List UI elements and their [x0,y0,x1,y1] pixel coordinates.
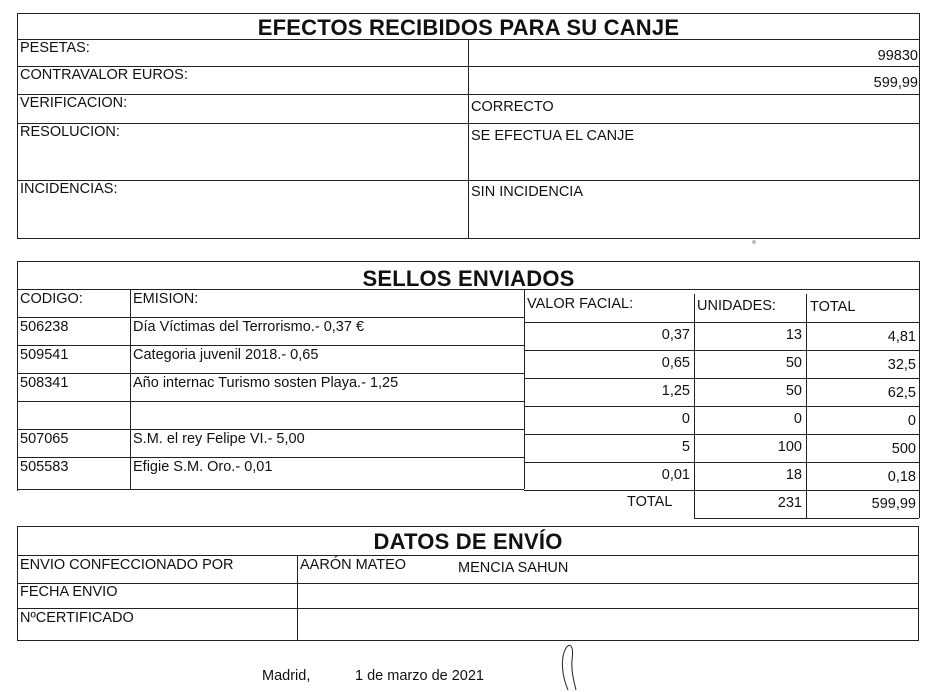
row-valor: 1,25 [661,383,690,399]
envio-frame [17,526,919,641]
confeccionado-label: ENVIO CONFECCIONADO POR [20,557,234,573]
incidencias-value: SIN INCIDENCIA [471,184,583,200]
row-total: 32,5 [887,357,916,373]
resolucion-value: SE EFECTUA EL CANJE [471,128,635,144]
row-total: 62,5 [887,385,916,401]
signature-mark [548,640,588,692]
efectos-title: EFECTOS RECIBIDOS PARA SU CANJE [257,15,680,40]
contravalor-value: 599,99 [873,75,918,91]
efectos-section [0,0,950,240]
row-emision: Efigie S.M. Oro.- 0,01 [133,459,273,475]
totals-label: TOTAL [627,494,673,510]
totals-total: 599,99 [871,496,916,512]
row-unidades: 0 [793,411,802,427]
pesetas-label: PESETAS: [20,40,90,56]
verificacion-label: VERIFICACION: [20,95,128,111]
incidencias-label: INCIDENCIAS: [20,181,118,197]
row-emision: S.M. el rey Felipe VI.- 5,00 [133,431,305,447]
footer-city: Madrid, [262,668,311,684]
header-total: TOTAL [810,299,856,315]
row-unidades: 100 [777,439,802,455]
row-emision: Año internac Turismo sosten Playa.- 1,25 [133,375,399,391]
envio-title: DATOS DE ENVÍO [373,529,563,554]
row-valor: 0,37 [661,327,690,343]
row-unidades: 50 [785,355,802,371]
fecha-envio-label: FECHA ENVIO [20,584,118,600]
header-emision: EMISION: [133,291,199,307]
row-total: 500 [891,441,916,457]
row-valor: 0 [681,411,690,427]
row-emision: Día Víctimas del Terrorismo.- 0,37 € [133,319,365,335]
row-total: 0 [907,413,916,429]
totals-unidades: 231 [777,495,802,511]
row-total: 4,81 [887,329,916,345]
row-codigo: 509541 [20,347,69,363]
row-codigo: 508341 [20,375,69,391]
header-valor: VALOR FACIAL: [527,296,634,312]
row-unidades: 50 [785,383,802,399]
row-total: 0,18 [887,469,916,485]
row-codigo: 507065 [20,431,69,447]
footer-date: 1 de marzo de 2021 [355,668,484,684]
row-emision: Categoria juvenil 2018.- 0,65 [133,347,319,363]
resolucion-label: RESOLUCION: [20,124,120,140]
verificacion-value: CORRECTO [471,99,554,115]
row-unidades: 18 [785,467,802,483]
row-valor: 0,01 [661,467,690,483]
row-codigo: 506238 [20,319,69,335]
row-unidades: 13 [785,327,802,343]
confeccionado-name: AARÓN MATEO [300,557,407,573]
pesetas-value: 99830 [877,48,918,64]
row-valor: 5 [681,439,690,455]
certificado-label: NºCERTIFICADO [20,610,134,626]
sellos-title: SELLOS ENVIADOS [362,266,575,291]
header-codigo: CODIGO: [20,291,83,307]
row-valor: 0,65 [661,355,690,371]
row-codigo: 505583 [20,459,69,475]
contravalor-label: CONTRAVALOR EUROS: [20,67,188,83]
header-unidades: UNIDADES: [697,298,776,314]
confeccionado-surname: MENCIA SAHUN [458,560,569,576]
